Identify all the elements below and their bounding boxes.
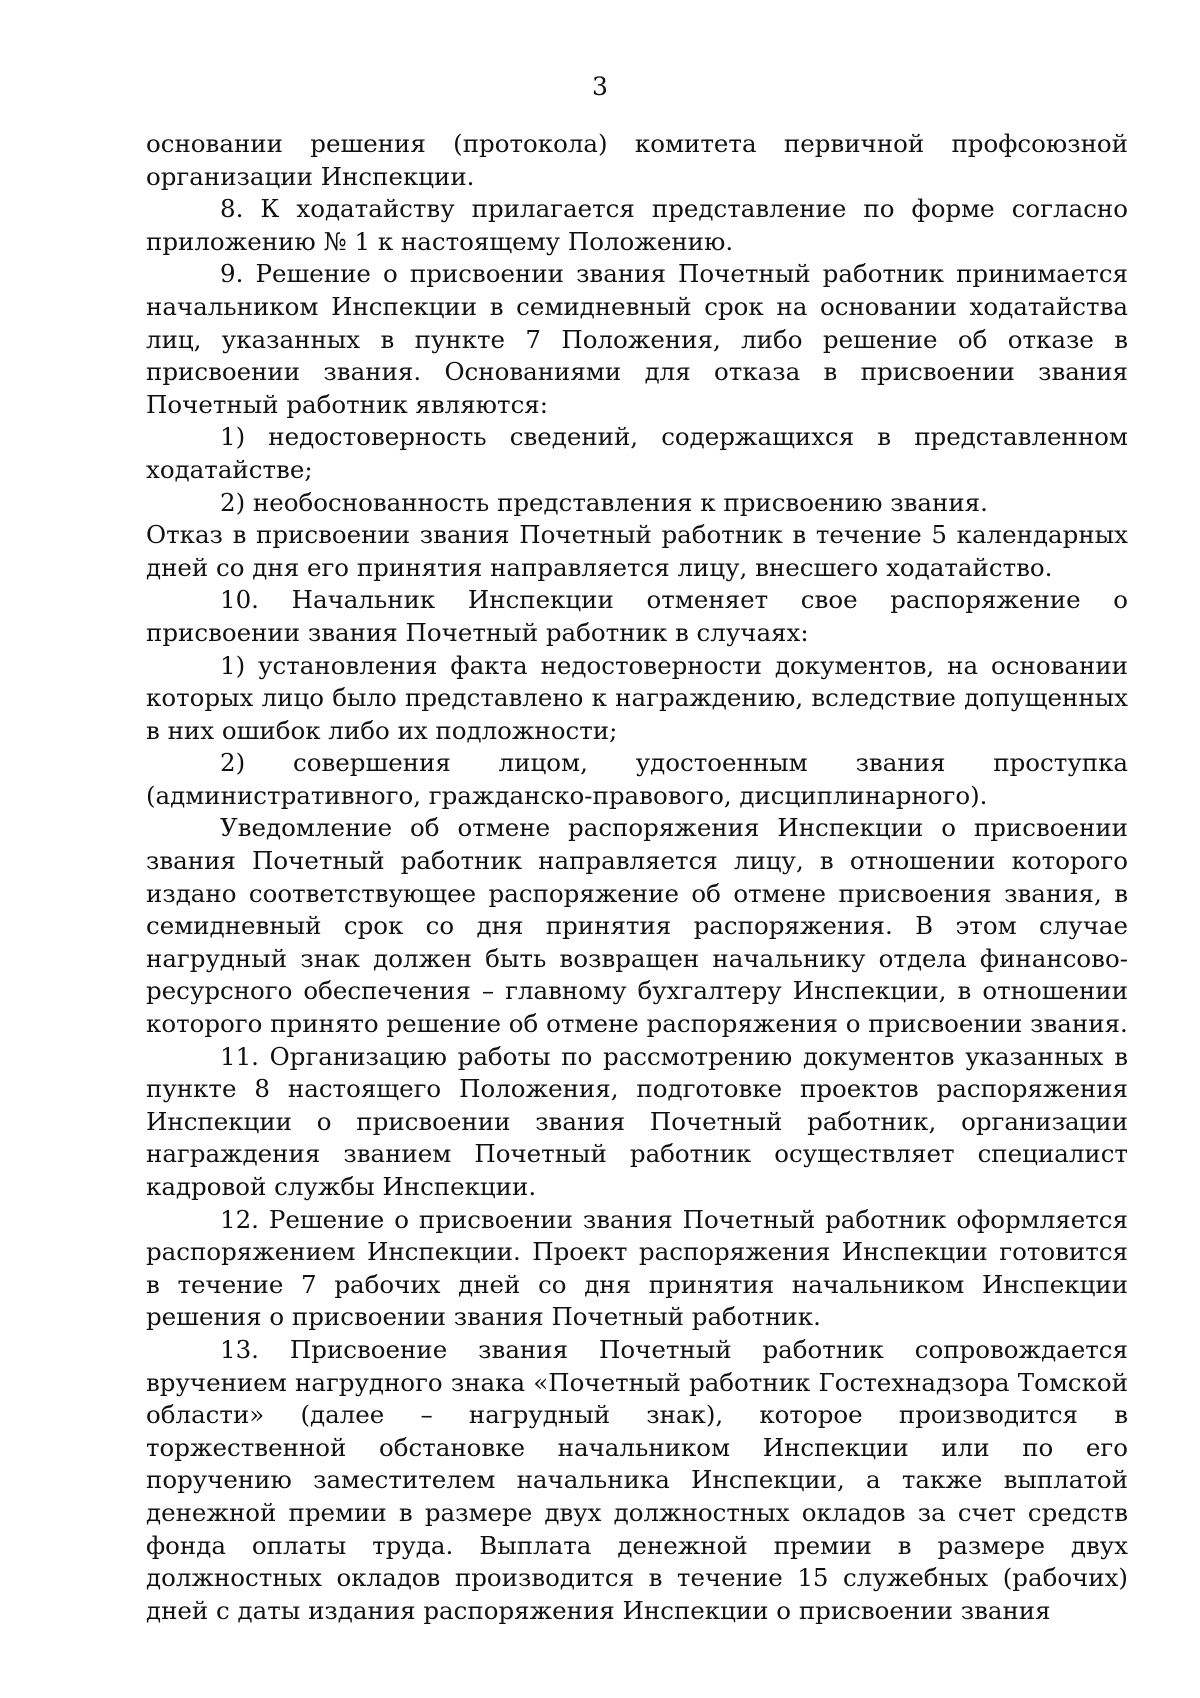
paragraph-refusal-notice: Отказ в присвоении звания Почетный работник в течение 5 календарных дней со дня его принятия направляется лицу, внесшего ходатайство. [146,520,1128,582]
document-body [146,128,1128,1627]
paragraph-item-9-sub-2: 2) необоснованность представления к присвоению звания. [220,487,988,517]
page-number: 3 [592,72,608,101]
paragraph-item-9-sub-1: 1) недостоверность сведений, содержащихся в представленном ходатайстве; [146,422,1128,484]
paragraph-item-13: 13. Присвоение звания Почетный работник сопровождается вручением нагрудного знака «Почетный работник Гостехнадзора Томской области» (далее – нагрудный знак), которое производится в торжественной обстановке начальником Инспекции или по его поручению заместителем начальника Инспекции, а также выплатой денежной премии в размере двух должностных окладов за счет средств фонда оплаты труда. Выплата денежной премии в размере двух должностных окладов производится в течение 15 служебных (рабочих) дней с даты издания распоряжения Инспекции о присвоении звания [146,1334,1128,1625]
paragraph-item-8: 8. К ходатайству прилагается представление по форме согласно приложению № 1 к настоящему Положению. [146,194,1128,256]
paragraph-item-11: 11. Организацию работы по рассмотрению документов указанных в пункте 8 настоящего Положения, подготовке проектов распоряжения Инспекции о присвоении звания Почетный работник, организации награждения званием Почетный работник осуществляет специалист кадровой службы Инспекции. [146,1041,1128,1201]
paragraph-item-10: 10. Начальник Инспекции отменяет свое распоряжение о присвоении звания Почетный работник в случаях: [146,585,1128,647]
paragraph-item-10-sub-1: 1) установления факта недостоверности документов, на основании которых лицо было представлено к награждению, вследствие допущенных в них ошибок либо их подложности; [146,650,1128,745]
paragraph-continuation: основании решения (протокола) комитета первичной профсоюзной организации Инспекции. [146,129,1128,191]
paragraph-item-10-sub-2: 2) совершения лицом, удостоенным звания проступка (административного, гражданско-правового, дисциплинарного). [146,748,1128,810]
paragraph-item-9: 9. Решение о присвоении звания Почетный работник принимается начальником Инспекции в семидневный срок на основании ходатайства лиц, указанных в пункте 7 Положения, либо решение об отказе в присвоении звания. Основаниями для отказа в присвоении звания Почетный работник являются: [146,259,1128,419]
paragraph-item-12: 12. Решение о присвоении звания Почетный работник оформляется распоряжением Инспекции. Проект распоряжения Инспекции готовится в течение 7 рабочих дней со дня принятия начальником Инспекции решения о присвоении звания Почетный работник. [146,1204,1128,1332]
paragraph-cancellation-notice: Уведомление об отмене распоряжения Инспекции о присвоении звания Почетный работник направляется лицу, в отношении которого издано соответствующее распоряжение об отмене присвоения звания, в семидневный срок со дня принятия распоряжения. В этом случае нагрудный знак должен быть возвращен начальнику отдела финансово-ресурсного обеспечения – главному бухгалтеру Инспекции, в отношении которого принято решение об отмене распоряжения о присвоении звания. [146,813,1128,1039]
